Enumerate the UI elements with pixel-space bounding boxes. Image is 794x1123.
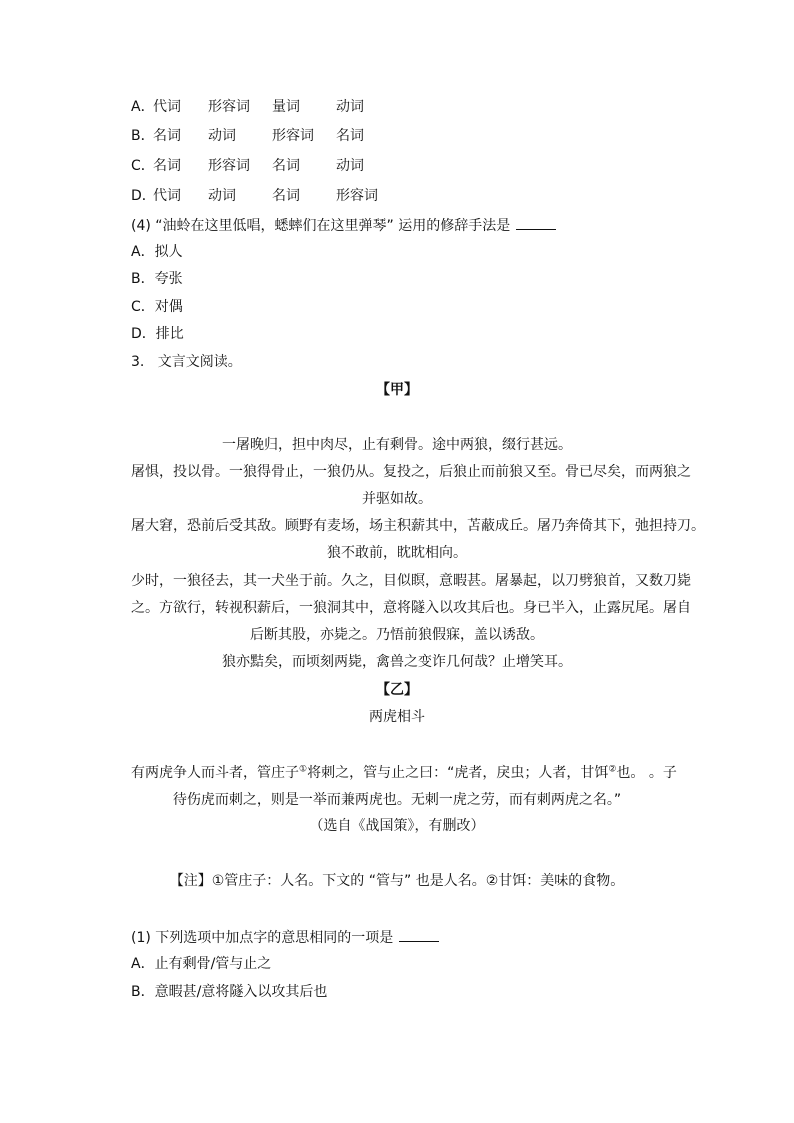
option-word: 动词 [336,99,364,115]
option-label: B． [131,128,155,144]
passage-line: 有两虎争人而斗者，管庄子①将刺之，管与止之曰：“虎者，戾虫；人者，甘饵②也。 。子 [131,764,677,781]
option-label: D． [131,188,156,204]
question-4-option-a: A．拟人 [131,244,183,260]
option-word: 形容词 [336,188,378,204]
passage-jia-heading: 【甲】 [376,382,418,398]
answer-blank[interactable] [399,927,439,942]
option-word: 名词 [153,128,181,144]
passage-line: 少时，一狼径去，其一犬坐于前。久之，目似瞑，意暇甚。屠暴起，以刀劈狼首，又数刀毙 [131,573,691,589]
question-3-title: 3. 文言文阅读。 [131,354,242,370]
passage-line: 之。方欲行，转视积薪后，一狼洞其中，意将隧入以攻其后也。身已半入，止露尻尾。屠自 [131,600,691,616]
option-word: 形容词 [208,158,250,174]
question-4-stem: (4) “油蛉在这里低唱，蟋蟀们在这里弹琴” 运用的修辞手法是 [131,215,556,236]
option-word: 名词 [272,188,300,204]
option-word: 动词 [208,188,236,204]
question-4-option-c: C．对偶 [131,299,183,315]
passage-line: 屠惧，投以骨。一狼得骨止，一狼仍从。复投之，后狼止而前狼又至。骨已尽矣，而两狼之 [131,464,691,480]
passage-line: 狼亦黠矣，而顷刻两毙，禽兽之变诈几何哉？止增笑耳。 [222,654,572,670]
passage-line: 并驱如故。 [362,491,432,507]
passage-yi-heading: 【乙】 [376,682,418,698]
passage-line: 一屠晚归，担中肉尽，止有剩骨。途中两狼，缀行甚远。 [222,437,572,453]
answer-blank[interactable] [516,215,556,230]
passage-line: 后断其股，亦毙之。乃悟前狼假寐，盖以诱敌。 [250,627,544,643]
question-3-1-option-a: A．止有剩骨/管与止之 [131,956,272,972]
option-word: 名词 [153,158,181,174]
option-word: 形容词 [208,99,250,115]
passage-line: 待伤虎而刺之，则是一举而兼两虎也。无刺一虎之劳，而有刺两虎之名。” [172,792,622,808]
option-word: 代词 [153,99,181,115]
annotation-note: 【注】①管庄子：人名。下文的 “管与” 也是人名。②甘饵：美味的食物。 [169,873,625,889]
passage-source: （选自《战国策》，有删改） [309,818,485,834]
question-4-option-d: D．排比 [131,326,184,342]
passage-line: 狼不敢前，眈眈相向。 [327,545,467,561]
question-3-1-option-b: B．意暇甚/意将隧入以攻其后也 [131,984,328,1000]
option-word: 动词 [208,128,236,144]
option-word: 代词 [153,188,181,204]
passage-yi-title: 两虎相斗 [369,709,425,725]
passage-line: 屠大窘，恐前后受其敌。顾野有麦场，场主积薪其中，苫蔽成丘。屠乃奔倚其下，弛担持刀。 [131,518,705,534]
option-word: 名词 [272,158,300,174]
footnote-mark: ① [299,764,308,775]
option-label: C． [131,158,155,174]
option-word: 动词 [336,158,364,174]
question-3-1-stem: (1) 下列选项中加点字的意思相同的一项是 [131,927,439,948]
question-4-option-b: B．夸张 [131,271,183,287]
footnote-mark: ② [608,764,617,775]
option-word: 名词 [336,128,364,144]
option-word: 形容词 [272,128,314,144]
option-word: 量词 [272,99,300,115]
option-label: A． [131,99,155,115]
